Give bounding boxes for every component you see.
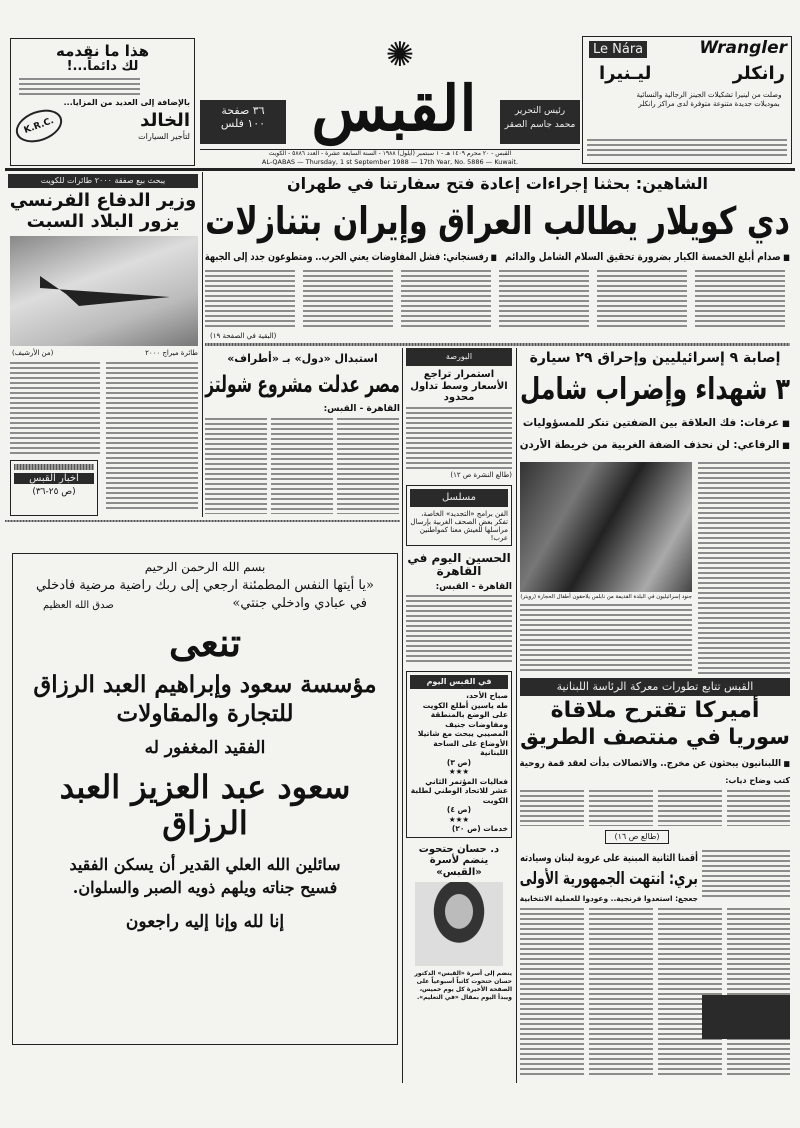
price-box (200, 100, 286, 144)
inside-item[interactable]: طه ياسين أطلع الكويت على الوضع بالمنطقة ومفاوضات جنيف (422, 700, 508, 729)
pages-box (10, 460, 98, 516)
lebanon-headline-1: أميركا تقترح ملاقاة (550, 698, 760, 723)
photo-caption: طائرة ميراج ٢٠٠٠ (145, 349, 198, 357)
masthead-title: القبس (311, 72, 477, 145)
lead-body (205, 270, 790, 330)
bourse-headline: استمرار تراجع الأسعار وسط تداول محدود (410, 369, 508, 403)
section-rule (205, 343, 790, 346)
separator-stars: ★★★ (448, 814, 470, 824)
inside-label: في القبس اليوم (410, 675, 508, 689)
ad-text: وصلت من لينيرا تشكيلات الجينز الرجالية والنسائية بموديلات جديدة متنوعة متوفرة لدى مراكز رانكلر (636, 91, 782, 108)
egypt-headline: مصر عدلت مشروع شولتز (205, 372, 400, 398)
lead-continued: (البقية في الصفحة ١٩) (210, 332, 277, 340)
hussein-body (406, 595, 512, 665)
verse-1: «يا أيتها النفس المطمئنة ارجعي إلى ربك راضية مرضية فادخلي (36, 578, 374, 593)
lebanon-body (520, 790, 790, 826)
hattab-story (406, 844, 512, 1003)
brand-lenara-ar: ليـنيرا (599, 63, 652, 84)
brand-wrangler: Wrangler (699, 38, 787, 58)
left-body-col1 (106, 362, 198, 512)
hussein-story (406, 552, 512, 666)
ad-addresses (587, 139, 787, 159)
price: ١٠٠ فلس (220, 117, 266, 130)
col-rule (402, 348, 403, 1083)
berri-sub: جعجع: استعدوا فرنجية.. وعودوا للعملية الانتخابية (519, 894, 698, 903)
lead-sub-2: ■ رفسنجاني: فشل المفاوضات يعني الحرب.. ومتطوعون جدد إلى الجبهة (205, 250, 497, 264)
inside-item[interactable]: خدمات (ص ٢٠) (451, 824, 508, 834)
egypt-kicker: استبدال «دول» بـ «أطراف» (227, 352, 378, 365)
separator-stars: ★★★ (448, 767, 470, 777)
lebanon-headline-2: سوريا في منتصف الطريق (520, 725, 790, 750)
intifada-kicker: إصابة ٩ إسرائيليين وإحراق ٢٩ سيارة (529, 350, 781, 366)
lebanon-sub: ■ اللبنانيون يبحثون عن مخرج.. والاتصالات بدأت لعقد قمة روحية (520, 757, 790, 770)
hussein-headline: الحسين اليوم في القاهرة (407, 550, 511, 579)
inside-greeting: صباح الأحد، (466, 691, 508, 701)
sadaqa: صدق الله العظيم (43, 600, 114, 611)
inside-page-ref: (ص ٤) (446, 805, 472, 815)
jet-photo (10, 236, 198, 346)
deceased-label: الفقيد المغفور له (144, 738, 266, 759)
berri-headline: بري: انتهت الجمهورية الأولى (519, 869, 698, 889)
tv-label: مسلسل (410, 489, 508, 507)
ad-body (19, 78, 140, 96)
jet-icon (40, 276, 170, 306)
box-title: أخبار القبس (14, 473, 94, 484)
prayer-1: سائلين الله العلي القدير أن يسكن الفقيد (69, 855, 341, 875)
intifada-body-2 (520, 604, 692, 674)
bourse-body (406, 407, 512, 469)
bourse-label: البورصة (406, 348, 512, 366)
page-count: ٣٦ صفحة (221, 104, 265, 117)
intifada-photo (520, 462, 692, 592)
editor-box (500, 100, 580, 144)
hattab-photo (415, 882, 503, 966)
ad-wrangler (582, 36, 792, 164)
quote-box (702, 995, 790, 1039)
inside-item[interactable]: فعاليات المؤتمر الثاني عشر للاتحاد الوطني لطلبة الكويت (410, 776, 508, 805)
ad-line: بالإضافة إلى العديد من المزايا... (63, 98, 190, 108)
ad-brand-sub: لتأجير السيارات (138, 132, 190, 142)
egypt-dateline: القاهرة - القبس: (323, 404, 400, 414)
editor-name: محمد جاسم الصقر (504, 120, 576, 130)
berri-kicker: أقمنا الثانية المبنية على عروبة لبنان وسيادته (520, 853, 698, 864)
hussein-dateline: القاهرة - القبس: (435, 582, 512, 593)
tv-box (406, 485, 512, 546)
left-body-col2 (10, 362, 100, 454)
lead-headline: دي كويلار يطالب العراق وإيران بتنازلات (205, 199, 790, 243)
closing: إنا لله وإنا إليه راجعون (125, 911, 285, 932)
company-name-2: للتجارة والمقاولات (116, 699, 294, 727)
ad-brand: الخالد (140, 110, 190, 132)
obituary-ad (12, 553, 398, 1045)
right-body (702, 850, 790, 900)
intifada-body-1 (698, 462, 790, 674)
tv-text: الفن برامج «التجديد» الخاصة، تفكر بعض الصحف الغربية بإرسال مراسلها للعيش معنا كمواطنين عرب! (410, 509, 508, 542)
hattab-caption: ينضم إلى أسرة «القبس» الدكتور حسان حتحوت كاتباً أسبوعياً على الصفحة الأخيرة كل يوم خميس، ويبدأ اليوم بمقال «في التعليم». (414, 970, 512, 1002)
masthead-rule (5, 168, 795, 171)
lead-sub-1: ■ صدام أبلغ الخمسة الكبار بضرورة تحقيق السلام الشامل والدائم (505, 250, 790, 264)
hattab-headline: د. حسان حتحوت ينضم لأسرة «القبس» (418, 843, 500, 878)
bourse-box (406, 348, 512, 479)
lead-kicker: الشاهين: بحثنا إجراءات إعادة فتح سفارتنا في طهران (286, 174, 709, 193)
berri-body (520, 908, 790, 1076)
ad-alkhaled (10, 38, 195, 166)
bourse-more: (طالع النشرة ص ١٢) (450, 470, 512, 479)
basmala: بسم الله الرحمن الرحيم (144, 560, 266, 574)
dateline-en: AL-QABAS — Thursday, 1 st September 1988 — 17th Year, No. 5886 — Kuwait. (261, 158, 519, 166)
left-headline: وزير الدفاع الفرنسي يزور البلاد السبت (9, 190, 197, 232)
left-banner: يبحث بيع صفقة ٢٠٠٠ طائرات للكويت (8, 174, 198, 188)
ad-headline-2: لك دائماً...! (66, 59, 139, 75)
lebanon-byline: كتب وضاح دياب: (725, 776, 790, 785)
intifada-headline: ٣ شهداء وإضراب شامل (519, 372, 790, 407)
lebanon-more: (طالع ص ١٦) (605, 830, 669, 844)
middle-column (406, 348, 512, 1002)
brand-lenara: Le Nára (589, 41, 647, 58)
inside-item[interactable]: المصيبي يبحث مع شاتيلا الأوضاع على الساحة اللبنانية (417, 729, 508, 758)
intifada-sub-1: ■ عرفات: فك العلاقة بين الضفتين تنكر للمسؤوليات (520, 416, 790, 430)
logo-emblem: ✺ (385, 35, 415, 75)
brand-wrangler-ar: رانكلر (732, 63, 785, 84)
photo-credit: (من الأرشيف) (12, 349, 54, 357)
col-rule (202, 172, 203, 517)
col-rule (516, 348, 517, 1083)
mourns: تنعى (168, 619, 242, 665)
editor-label: رئيس التحرير (514, 106, 566, 116)
krc-logo: K.R.C. (11, 104, 66, 149)
section-rule (5, 520, 400, 522)
box-pages: (ص ٢٥-٣٦) (32, 487, 76, 497)
ad-headline: هذا ما نقدمه (55, 42, 150, 60)
inside-page-ref: (ص ٣) (446, 757, 472, 767)
egypt-body (205, 418, 400, 514)
inside-today-box (406, 671, 512, 838)
deceased-name: سعود عبد العزيز العبد الرزاق (59, 767, 351, 843)
prayer-2: فسيح جناته ويلهم ذويه الصبر والسلوان. (72, 877, 338, 897)
lebanon-banner: القبس تتابع تطورات معركة الرئاسة اللبنانية (520, 678, 790, 696)
company-name: مؤسسة سعود وإبراهيم العبد الرزاق (33, 671, 377, 699)
dateline-ar: القبس - ٢٠ محرم ١٤٠٩ هـ - ١ سبتمبر (أيلول) ١٩٨٨ - السنة السابعة عشرة - العدد ٥٨٨٦ - الكويت (268, 150, 512, 157)
verse-2: في عبادي وادخلي جنتي» (232, 596, 367, 612)
intifada-caption: جنود إسرائيليون في البلدة القديمة من نابلس يلاحقون أطفال الحجارة (رويتر) (520, 594, 692, 600)
intifada-sub-2: ■ الرفاعي: لن نحذف الضفة الغربية من خريطة الأردن (520, 438, 790, 452)
